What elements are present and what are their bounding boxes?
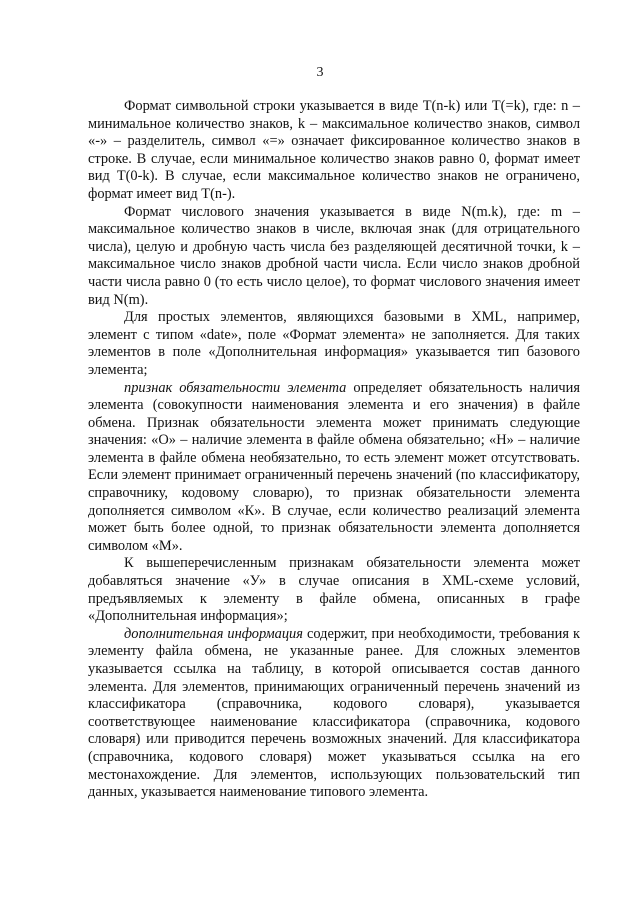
paragraph-number-format: Формат числового значения указывается в виде N(m.k), где: m – максимальное количество знаков в числе, включая знак (для отрицательного числа), целую и дробную часть числа без разделяющей десятичной точки, k – максимальное число знаков дробной части числа. Если число знаков дробной части числа равно 0 (то есть число целое), то формат числового значения имеет вид N(m). bbox=[88, 203, 580, 308]
paragraph-string-format: Формат символьной строки указывается в виде T(n-k) или T(=k), где: n – минимальное количество знаков, k – максимальное количество знаков, символ «-» – разделитель, символ «=» означает фиксированное количество знаков в строке. В случае, если минимальное количество знаков равно 0, формат имеет вид T(0-k). В случае, если максимальное количество знаков не ограничено, формат имеет вид T(n-). bbox=[88, 98, 580, 202]
document-body bbox=[88, 98, 580, 802]
paragraph-additional-info-text: содержит, при необходимости, требования к элементу файла обмена, не указанные ранее. Для сложных элементов указывается ссылка на таблицу, в которой описывается состав данного элемента. Для элементов, принимающих ограниченный перечень значений из классификатора (справочника, кодового словаря), указывается соответствующее наименование классификатора (справочника, кодового словаря) или приводится перечень возможных значений. Для классификатора (справочника, кодового словаря) может указываться ссылка на его местонахождение. Для элементов, использующих пользовательский тип данных, указывается наименование типового элемента. bbox=[88, 625, 580, 801]
paragraph-simple-elements: Для простых элементов, являющихся базовыми в XML, например, элемент с типом «date», поле «Формат элемента» не заполняется. Для таких элементов в поле «Дополнительная информация» указывается тип базового элемента; bbox=[88, 309, 580, 378]
page-number: 3 bbox=[316, 65, 324, 80]
paragraph-required-flag bbox=[88, 380, 580, 556]
paragraph-required-flag-text: определяет обязательность наличия элемента (совокупности наименования элемента и его значения) в файле обмена. Признак обязательности элемента может принимать следующие значения: «О» – наличие элемента в файле обмена обязательно; «Н» – наличие элемента в файле обмена необязательно, то есть элемент может отсутствовать. Если элемент принимает ограниченный перечень значений (по классификатору, справочнику, кодовому словарю), то признак обязательности элемента дополняется символом «К». В случае, если количество реализаций элемента может быть более одной, то признак обязательности элемента дополняется символом «М». bbox=[88, 379, 580, 554]
paragraph-additional-info bbox=[88, 626, 580, 802]
term-additional-info: дополнительная информация bbox=[124, 625, 303, 642]
paragraph-u-value: К вышеперечисленным признакам обязательности элемента может добавляться значение «У» в случае описания в XML-схеме условий, предъявляемых к элементу в файле обмена, описанных в графе «Дополнительная информация»; bbox=[88, 555, 580, 625]
term-required-flag: признак обязательности элемента bbox=[124, 379, 347, 396]
